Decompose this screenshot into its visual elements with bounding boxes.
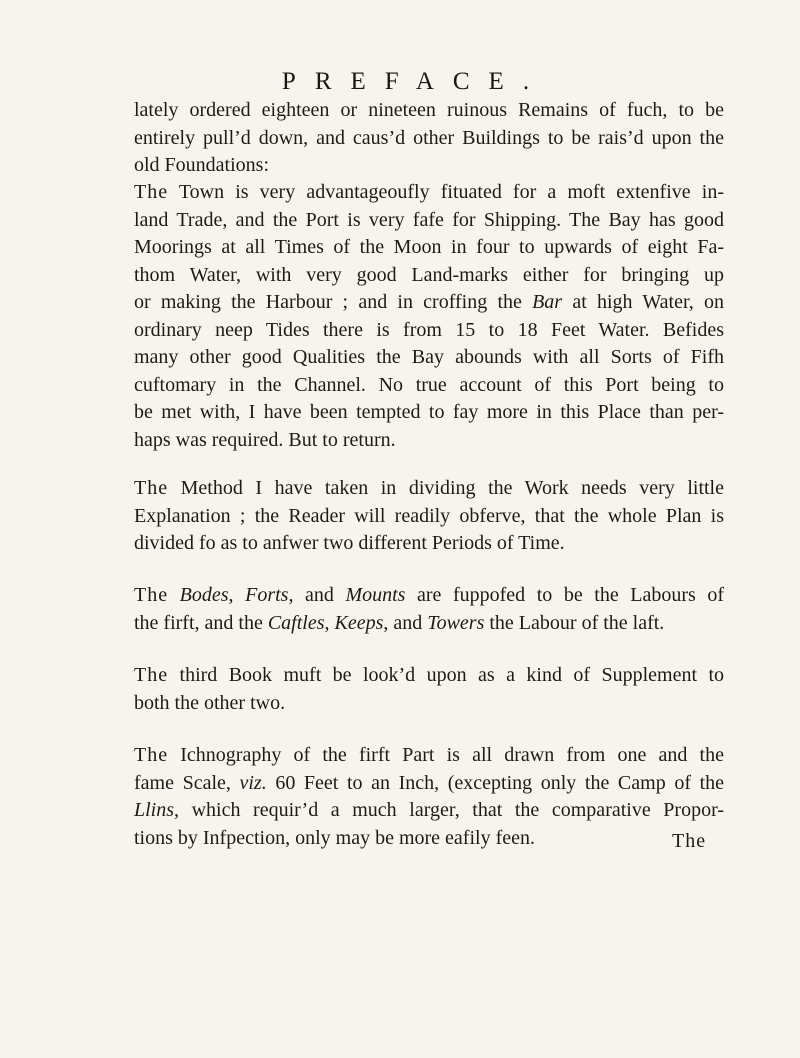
text-line: both the other two. <box>134 691 286 714</box>
text-line: or making the Harbour ; and in croffing the Bar at high Water, on <box>134 291 725 313</box>
text-line: divided fo as to anfwer two different Periods of Time. <box>134 532 565 554</box>
paragraph-lead: The <box>134 477 169 499</box>
paragraph-lead: The <box>134 744 169 766</box>
text-line: thom Water, with very good Land-marks either for bringing up <box>134 263 724 286</box>
text-line: entirely pull’d down, and caus’d other Buildings to be rais’d upon the <box>134 126 724 149</box>
text-line: fame Scale, viz. 60 Feet to an Inch, (excepting only the Camp of the <box>134 771 725 794</box>
paragraph-1 <box>134 97 724 180</box>
paragraph-lead: The <box>134 181 169 203</box>
text-line: The Bodes, Forts, and Mounts are fuppofed to be the Labours of <box>134 584 725 606</box>
paragraph-lead: The <box>134 584 169 606</box>
text-line: many other good Qualities the Bay abounds with all Sorts of Fifh <box>134 346 724 368</box>
paragraph-5 <box>134 662 724 717</box>
paragraph-lead: The <box>134 664 169 686</box>
text-line: The Town is very advantageoufly fituated for a moft extenfive in- <box>134 181 724 203</box>
text-line: tions by Infpection, only may be more eafily feen. <box>134 826 535 849</box>
running-title: PREFACE. <box>281 68 549 95</box>
text-line: cuftomary in the Channel. No true account of this Port being to <box>134 373 724 396</box>
text-line: The third Book muft be look’d upon as a kind of Supplement to <box>134 664 724 686</box>
text-line: be met with, I have been tempted to fay more in this Place than per- <box>134 401 724 423</box>
text-line: the firft, and the Caftles, Keeps, and Towers the Labour of the laft. <box>134 611 665 634</box>
text-line: land Trade, and the Port is very fafe for Shipping. The Bay has good <box>134 208 724 231</box>
text-line: ordinary neep Tides there is from 15 to 18 Feet Water. Befides <box>134 318 724 341</box>
italic-term: Bar <box>532 291 563 313</box>
paragraph-3 <box>134 475 724 558</box>
catchword: The <box>672 830 707 852</box>
text-line: Llins, which requir’d a much larger, that the comparative Propor- <box>134 799 724 821</box>
text-line: old Foundations: <box>134 154 270 176</box>
text-line: Explanation ; the Reader will readily obferve, that the whole Plan is <box>134 504 724 527</box>
paragraph-6 <box>134 742 724 852</box>
paragraph-4 <box>134 582 724 637</box>
paragraph-2 <box>134 179 724 454</box>
text-line: lately ordered eighteen or nineteen ruinous Remains of fuch, to be <box>134 99 724 121</box>
text-line: The Method I have taken in dividing the Work needs very little <box>134 477 724 499</box>
text-line: The Ichnography of the firft Part is all drawn from one and the <box>134 744 724 766</box>
text-line: Moorings at all Times of the Moon in four to upwards of eight Fa- <box>134 236 724 258</box>
text-line: haps was required. But to return. <box>134 428 396 451</box>
